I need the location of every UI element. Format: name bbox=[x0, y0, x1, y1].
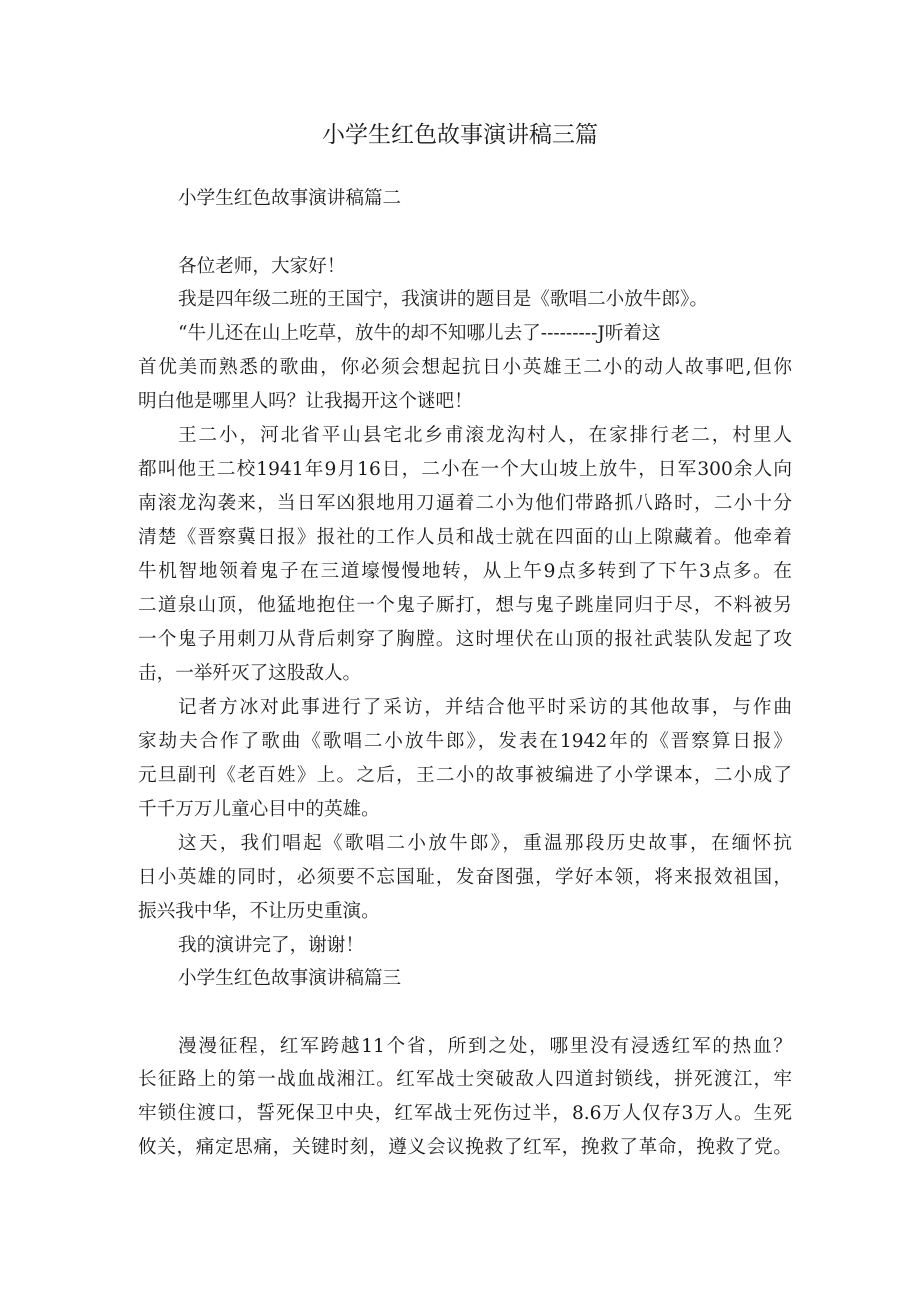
closing-line: 我的演讲完了，谢谢！ bbox=[178, 935, 364, 956]
paragraph-line: 日小英雄的同时，必须要不忘国耻，发奋图强，学好本领，将来报效祖国， bbox=[138, 867, 792, 888]
intro-line: 我是四年级二班的王国宁，我演讲的题目是《歌唱二小放牛郎》。 bbox=[178, 289, 708, 310]
paragraph-line: 家劫夫合作了歌曲《歌唱二小放牛郎》，发表在1942年的《晋察算日报》 bbox=[138, 731, 792, 752]
paragraph-line: 都叫他王二校1941年9月16日，二小在一个大山坡上放牛，日军300余人向 bbox=[138, 459, 792, 480]
paragraph-line: 攸关，痛定思痛，关键时刻，遵义会议挽救了红军，挽救了革命，挽救了党。 bbox=[138, 1137, 792, 1158]
paragraph-line: 振兴我中华，不让历史重演。 bbox=[138, 901, 380, 922]
paragraph-line: 漫漫征程，红军跨越11个省，所到之处，哪里没有浸透红军的热血？ bbox=[178, 1036, 792, 1057]
paragraph-line: 长征路上的第一战血战湘江。红军战士突破敌人四道封锁线，拼死渡江，牢 bbox=[138, 1069, 792, 1090]
paragraph-line: 首优美而熟悉的歌曲，你必须会想起抗日小英雄王二小的动人故事吧,但你 bbox=[138, 357, 792, 378]
paragraph-line: 王二小，河北省平山县宅北乡甫滚龙沟村人，在家排行老二，村里人 bbox=[178, 425, 792, 446]
paragraph-line: 一个鬼子用刺刀从背后刺穿了胸膛。这时埋伏在山顶的报社武装队发起了攻 bbox=[138, 629, 792, 650]
paragraph-line: 这天，我们唱起《歌唱二小放牛郎》，重温那段历史故事，在缅怀抗 bbox=[178, 833, 792, 854]
section-heading-2: 小学生红色故事演讲稿篇二 bbox=[178, 188, 402, 209]
paragraph-line: 明白他是哪里人吗？让我揭开这个谜吧！ bbox=[138, 391, 473, 412]
paragraph-line: 记者方冰对此事进行了采访，并结合他平时采访的其他故事，与作曲 bbox=[178, 697, 792, 718]
paragraph-line: 二道泉山顶，他猛地抱住一个鬼子厮打，想与鬼子跳崖同归于尽，不料被另 bbox=[138, 595, 792, 616]
paragraph-line: 元旦副刊《老百姓》上。之后，王二小的故事被编进了小学课本，二小成了 bbox=[138, 765, 792, 786]
paragraph-line: “牛儿还在山上吃草，放牛的却不知哪儿去了---------J听着这 bbox=[178, 323, 661, 344]
paragraph-line: 南滚龙沟袭来，当日军凶狠地用刀逼着二小为他们带路抓八路时，二小十分 bbox=[138, 493, 792, 514]
greeting: 各位老师，大家好！ bbox=[178, 256, 346, 277]
paragraph-line: 清楚《晋察冀日报》报社的工作人员和战士就在四面的山上隙藏着。他牵着 bbox=[138, 527, 792, 548]
document-title: 小学生红色故事演讲稿三篇 bbox=[322, 122, 598, 148]
paragraph-line: 千千万万儿童心目中的英雄。 bbox=[138, 799, 380, 820]
paragraph-line: 击，一举歼灭了这股敌人。 bbox=[138, 663, 362, 684]
paragraph-line: 牛机智地领着鬼子在三道壕慢慢地转，从上午9点多转到了下午3点多。在 bbox=[138, 561, 792, 582]
section-heading-3: 小学生红色故事演讲稿篇三 bbox=[178, 968, 402, 989]
paragraph-line: 牢锁住渡口，誓死保卫中央，红军战士死伤过半，8.6万人仅存3万人。生死 bbox=[138, 1103, 792, 1124]
